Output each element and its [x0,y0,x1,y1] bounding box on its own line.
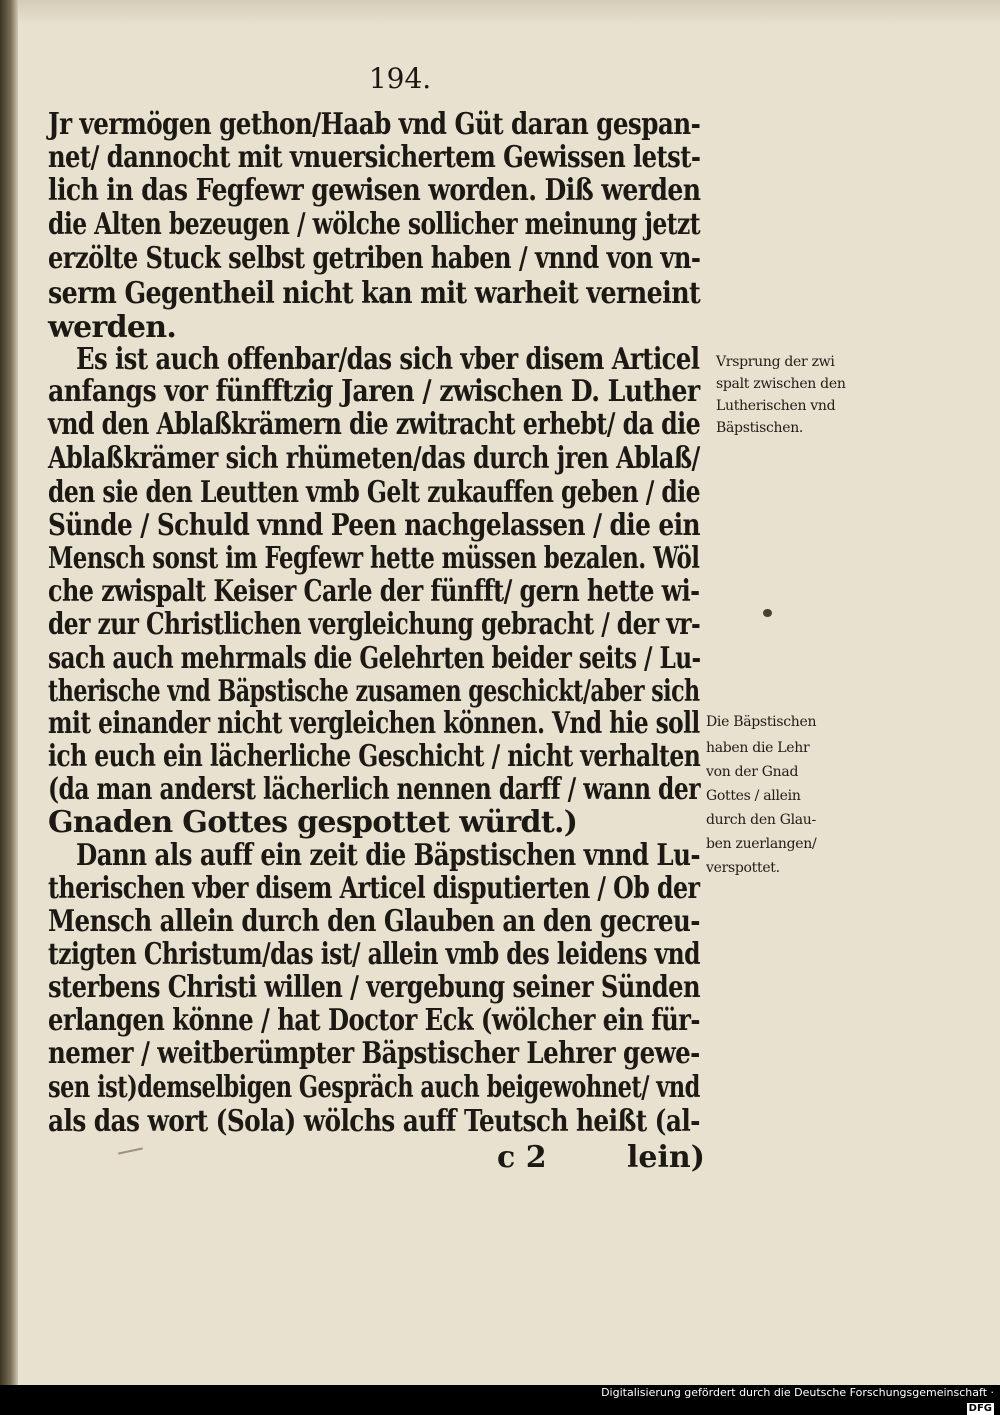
text-line: sterbens Christi willen / vergebung seiner Sünden [48,970,700,1005]
text-line: Es ist auch offenbar/das sich vber disem Articel [76,342,700,377]
margin-note-line: haben die Lehr [706,740,810,756]
text-line: erzölte Stuck selbst getriben haben / vnnd von vn- [48,241,701,276]
margin-note-line: Lutherischen vnd [716,398,836,414]
margin-note-line: Die Bäpstischen [706,714,817,730]
text-line: der zur Christlichen vergleichung gebracht / der vr- [48,607,701,642]
text-line: vnd den Ablaßkrämern die zwitracht erhebt/ da die [48,407,701,442]
footer-credit [600,1385,1000,1414]
margin-note-line: verspottet. [706,860,780,876]
text-line: anfangs vor fünfftzig Jaren / zwischen D. Luther [48,374,700,409]
margin-note-line: Gottes / allein [706,788,801,804]
text-line: tzigten Christum/das ist/ allein vmb des leidens vnd [48,937,700,972]
ink-speck [763,609,772,617]
text-line: net/ dannocht mit vnuersichertem Gewissen letst- [48,140,701,175]
text-line: als das wort (Sola) wölchs auff Teutsch heißt (al- [48,1104,700,1139]
margin-note-line: Bäpstischen. [716,420,804,436]
margin-note-line: spalt zwischen den [716,376,846,392]
signature-mark: c 2 [497,1140,547,1175]
text-line: die Alten bezeugen / wölche sollicher meinung jetzt [48,207,701,242]
margin-note-line: ben zuerlangen/ [706,836,817,852]
text-line: mit einander nicht vergleichen können. Vnd hie soll [48,706,700,741]
text-line: nemer / weitberümpter Bäpstischer Lehrer gewe- [48,1036,700,1071]
text-line: Dann als auff ein zeit die Bäpstischen vnnd Lu- [76,838,700,873]
page-top-shade [18,0,1000,25]
text-line: den sie den Leutten vmb Gelt zukauffen geben / die [48,475,701,510]
text-line: Sünde / Schuld vnnd Peen nachgelassen / die ein [48,508,700,543]
text-line: Ablaßkrämer sich rhümeten/das durch jren Ablaß/ [48,441,700,476]
text-line: erlangen könne / hat Doctor Eck (wölcher ein für- [48,1003,700,1038]
margin-note-line: von der Gnad [706,764,799,780]
margin-note-line: Vrsprung der zwi [716,354,835,370]
text-line: therischen vber disem Articel disputierten / Ob der [48,871,700,906]
text-line: sen ist)demselbigen Gespräch auch beigewohnet/ vnd [48,1070,700,1105]
dfg-logo: DFG [968,1403,992,1414]
ink-smudge [118,1147,143,1154]
text-line: Gnaden Gottes gespottet würdt.) [48,805,578,840]
margin-note-line: durch den Glau- [706,812,816,828]
catchword: lein) [627,1140,705,1175]
text-line: werden. [48,310,177,345]
text-line: lich in das Fegfewr gewisen worden. Diß werden [48,173,701,208]
text-line: sach auch mehrmals die Gelehrten beider seits / Lu- [48,641,701,676]
text-line: Mensch allein durch den Glauben an den gecreu- [48,904,700,939]
book-gutter [0,0,18,1385]
footer-text: Digitalisierung gefördert durch die Deutsche Forschungsgemeinschaft · [601,1386,994,1399]
text-line: (da man anderst lächerlich nennen darff / wann der [48,772,700,807]
page-number: 194. [368,62,432,95]
text-line: Jr vermögen gethon/Haab vnd Güt daran gespan- [48,107,701,142]
text-line: Mensch sonst im Fegfewr hette müssen bezalen. Wöl [48,541,700,576]
text-line: ich euch ein lächerliche Geschicht / nicht verhalten [48,739,701,774]
text-line: serm Gegentheil nicht kan mit warheit verneint [48,276,701,311]
text-line: che zwispalt Keiser Carle der fünfft/ gern hette wi- [48,574,700,609]
text-line: therische vnd Bäpstische zusamen geschickt/aber sich [48,674,700,709]
